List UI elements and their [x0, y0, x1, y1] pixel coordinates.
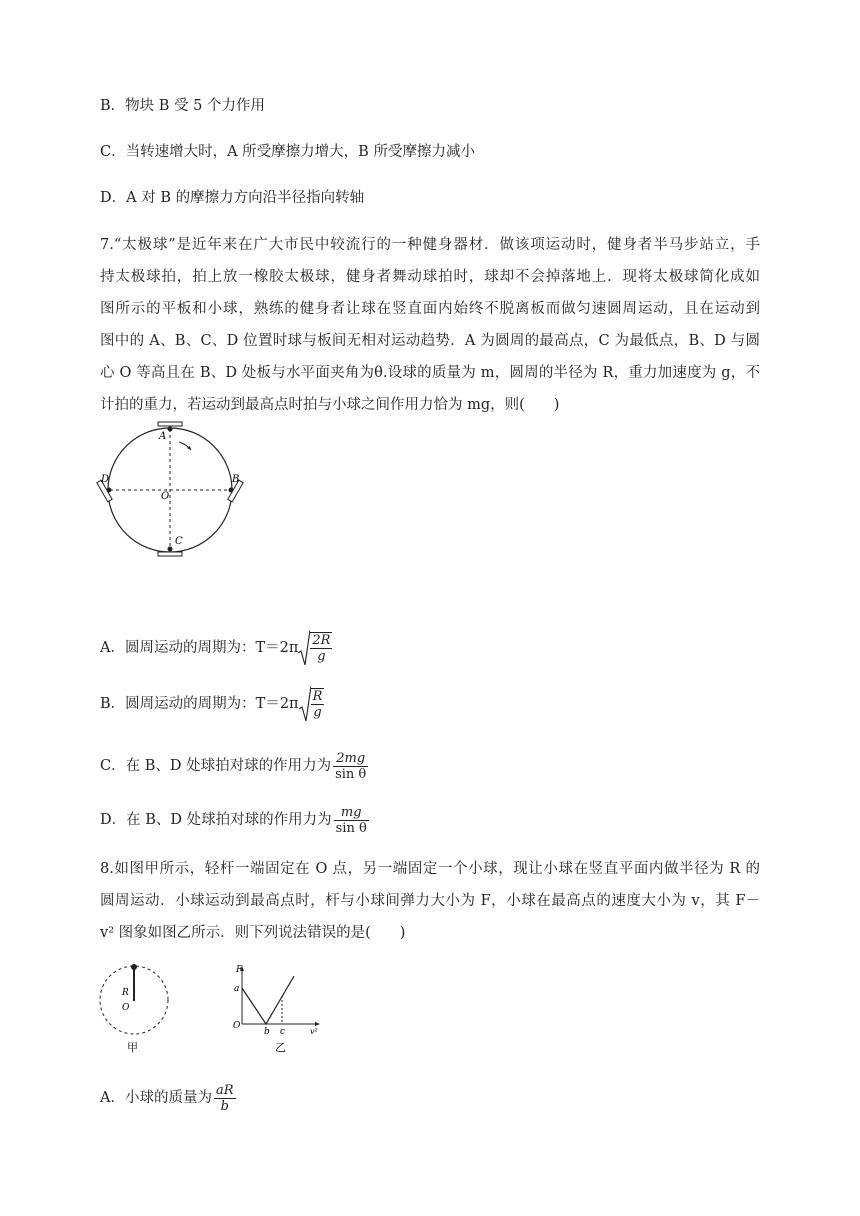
q7-option-d — [100, 802, 369, 838]
label-b: B — [232, 474, 240, 485]
q6-option-c: C．当转速增大时，A 所受摩擦力增大，B 所受摩擦力减小 — [100, 144, 475, 160]
q8-row: 8.如图甲所示，轻杆一端固定在 O 点，另一端固定一个小球，现让小球在竖直平面内做半径为 R 的 — [100, 861, 760, 877]
q7-circle-figure — [96, 418, 246, 560]
paddle-top — [158, 422, 182, 426]
q7-option-c-fraction: $\frac{2mg}{\text{sin θ}}$ — [335, 750, 367, 782]
sqrt-sign — [299, 684, 325, 724]
x-arrow-icon — [315, 1022, 320, 1026]
q7-option-a-fraction: $\frac{2R}{g}$ — [312, 633, 331, 664]
q8-figure-jia — [96, 962, 172, 1054]
ball-c — [168, 547, 173, 552]
q6-option-d: D．A 对 B 的摩擦力方向沿半径指向转轴 — [100, 190, 365, 206]
q7-option-b — [100, 684, 324, 724]
q7-row: 计拍的重力，若运动到最高点时拍与小球之间作用力恰为 mg，则( ) — [100, 397, 560, 413]
graph-line — [242, 976, 294, 1024]
label-b: b — [264, 1027, 270, 1037]
caption-jia: 甲 — [127, 1041, 138, 1054]
q7-option-c-text: C．在 B、D 处球拍对球的作用力为 — [100, 758, 332, 774]
q8-option-a — [100, 1080, 236, 1116]
label-c: c — [280, 1027, 286, 1037]
pivot — [133, 999, 135, 1001]
q7-option-a — [100, 628, 332, 668]
q6-option-b: B．物块 B 受 5 个力作用 — [100, 98, 265, 114]
q8-option-a-fraction: $\frac{aR}{b}$ — [215, 1082, 234, 1114]
q8-row: 圆周运动．小球运动到最高点时，杆与小球间弹力大小为 F，小球在最高点的速度大小为 v，其 F－ — [100, 893, 760, 909]
paddle-bottom — [158, 552, 182, 556]
q8-row: v² 图象如图乙所示．则下列说法错误的是( ) — [100, 925, 406, 941]
q8-figure-yi — [228, 962, 328, 1054]
label-o: O — [122, 1003, 130, 1013]
label-c: C — [175, 536, 183, 547]
label-v2: v² — [310, 1027, 318, 1036]
q7-option-a-text: A．圆周运动的周期为：T＝2π — [100, 640, 299, 656]
q7-option-b-fraction: $\frac{R}{g}$ — [312, 689, 323, 720]
q8-stem — [100, 853, 760, 949]
ball-b — [229, 488, 234, 493]
q7-option-d-text: D．在 B、D 处球拍对球的作用力为 — [100, 812, 332, 828]
label-o: O — [233, 1021, 241, 1031]
sqrt-sign — [298, 628, 332, 668]
label-f: F — [236, 965, 243, 975]
ball-a — [168, 427, 173, 432]
ball-d — [107, 488, 112, 493]
q8-option-a-text: A．小球的质量为 — [100, 1090, 212, 1106]
q7-option-d-fraction: $\frac{mg}{\text{sin θ}}$ — [335, 804, 367, 836]
q7-option-b-text: B．圆周运动的周期为：T＝2π — [100, 696, 299, 712]
q7-stem — [100, 229, 760, 421]
label-r: R — [122, 988, 129, 998]
q7-row: 图所示的平板和小球，熟练的健身者让球在竖直面内始终不脱离板而做匀速圆周运动，且在运动到 — [100, 301, 760, 317]
q7-row: 心 O 等高且在 B、D 处板与水平面夹角为θ.设球的质量为 m，圆周的半径为 R，重力加速度为 g，不 — [100, 365, 760, 381]
label-o: O — [161, 491, 170, 502]
label-a: a — [234, 984, 240, 994]
q7-option-c — [100, 748, 368, 784]
q7-row: 图中的 A、B、C、D 位置时球与板间无相对运动趋势．A 为圆周的最高点，C 为最低点，B、D 与圆 — [100, 333, 760, 349]
label-d: D — [101, 474, 110, 485]
q7-row: 持太极球拍，拍上放一橡胶太极球，健身者舞动球拍时，球却不会掉落地上．现将太极球简化成如 — [100, 269, 760, 285]
caption-yi: 乙 — [275, 1041, 286, 1054]
ball — [131, 964, 137, 970]
q7-row: 7.“太极球”是近年来在广大市民中较流行的一种健身器材．做该项运动时，健身者半马步站立，手 — [100, 237, 760, 253]
label-a: A — [159, 431, 167, 442]
